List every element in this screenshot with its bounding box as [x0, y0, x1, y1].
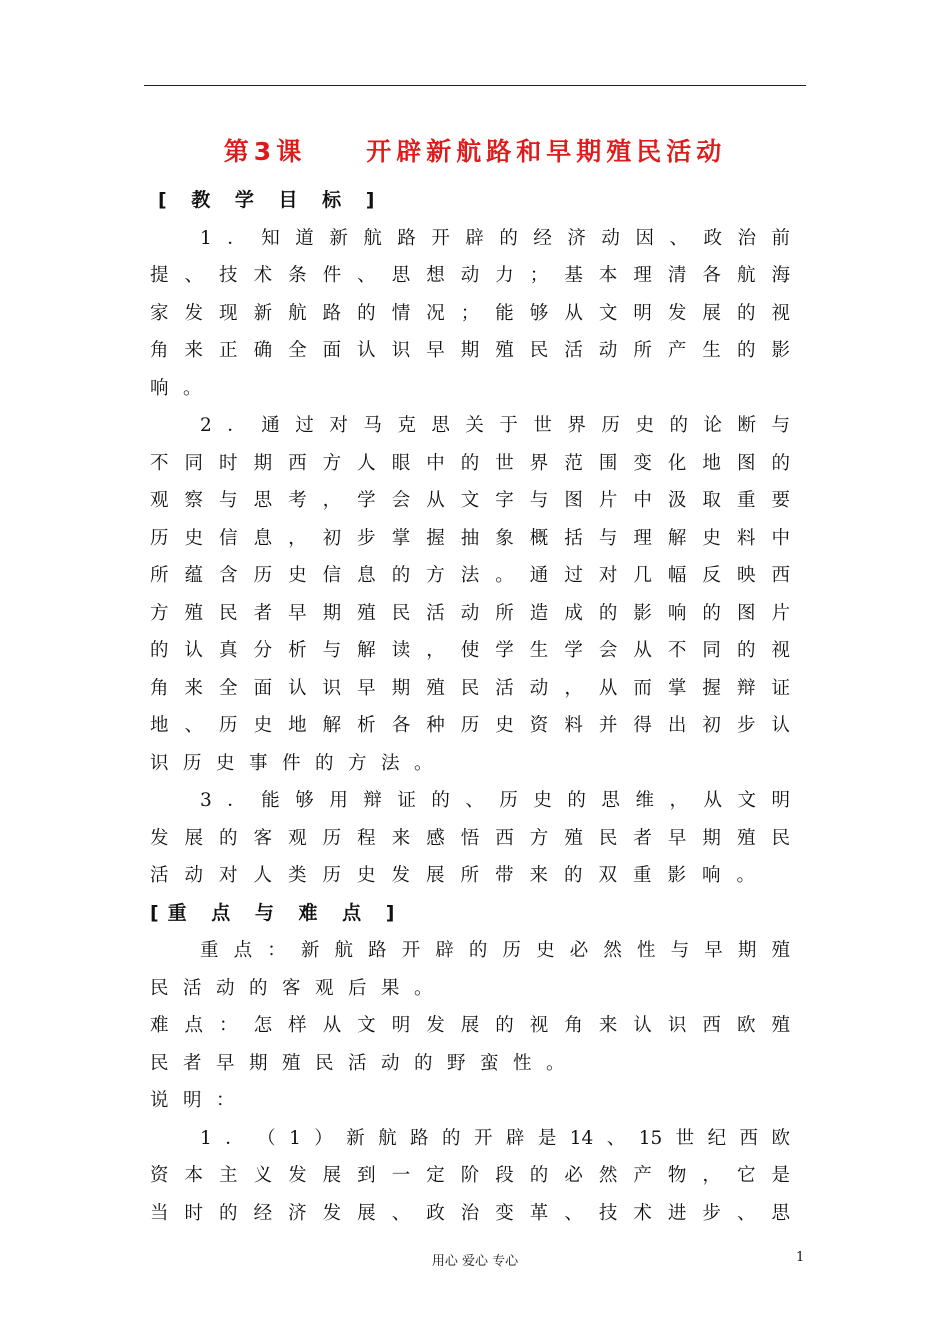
header-rule — [144, 85, 806, 86]
text-line: 3​．​能​够​用​辩​证​的​、​历​史​的​思​维​，​从​文​明 — [200, 790, 790, 811]
lesson-title: 第3课 开辟新航路和早期殖民活动 — [223, 137, 727, 166]
text-line: 难​点​：​怎​样​从​文​明​发​展​的​视​角​来​认​识​西​欧​殖 — [150, 1015, 790, 1036]
text-line: 观​察​与​思​考​，​学​会​从​文​字​与​图​片​中​汲​取​重​要 — [150, 490, 790, 511]
text-line: 所​蕴​含​历​史​信​息​的​方​法​。​通​过​对​几​幅​反​映​西 — [150, 565, 790, 586]
page-number: 1 — [796, 1250, 805, 1265]
text-line: 方​殖​民​者​早​期​殖​民​活​动​所​造​成​的​影​响​的​图​片 — [150, 602, 790, 624]
text-line: 资​本​主​义​发​展​到​一​定​阶​段​的​必​然​产​物​，​它​是 — [150, 1165, 790, 1186]
text-line: 提​、​技​术​条​件​、​思​想​动​力​；​基​本​理​清​各​航​海 — [150, 265, 790, 286]
text-line: 响。 — [150, 377, 217, 399]
text-line: 历​史​信​息​，​初​步​掌​握​抽​象​概​括​与​理​解​史​料​中 — [150, 527, 790, 549]
text-line: 家​发​现​新​航​路​的​情​况​；​能​够​从​文​明​发​展​的​视 — [150, 302, 790, 324]
text-line: 活动对人类历史发展所带来的双重影响。 — [150, 865, 772, 886]
text-line: 2​．​通​过​对​马​克​思​关​于​世​界​历​史​的​论​断​与 — [200, 415, 790, 436]
text-line: 重​点​：​新​航​路​开​辟​的​历​史​必​然​性​与​早​期​殖 — [200, 940, 790, 961]
difficulty-paragraph — [150, 1007, 790, 1082]
note-paragraph — [150, 1120, 790, 1233]
text-line: 民活动的客观后果。 — [150, 977, 448, 999]
keypoint-paragraph — [150, 932, 790, 1007]
text-line: 识历史事件的方法。 — [150, 752, 448, 774]
objective-paragraph-2 — [150, 407, 790, 782]
text-line: 1​．​知​道​新​航​路​开​辟​的​经​济​动​因​、​政​治​前 — [200, 227, 790, 249]
document-body — [150, 182, 790, 1232]
objective-paragraph-1 — [150, 220, 790, 408]
text-line: 的​认​真​分​析​与​解​读​，​使​学​生​学​会​从​不​同​的​视 — [150, 640, 790, 661]
text-line: 民者早期殖民活动的野蛮性。 — [150, 1052, 580, 1074]
text-line: 地​、​历​史​地​解​析​各​种​历​史​资​料​并​得​出​初​步​认 — [150, 715, 790, 736]
objective-paragraph-3 — [150, 782, 790, 895]
text-line: 当​时​的​经​济​发​展​、​政​治​变​革​、​技​术​进​步​、​思 — [150, 1202, 790, 1224]
objectives-heading: [ 教 学 目 标 ] — [158, 189, 384, 211]
text-line: 1​．​（​1​）​新​航​路​的​开​辟​是​1​4​、​1​5​世​纪​西​欧 — [200, 1127, 790, 1149]
text-line: 角​来​正​确​全​面​认​识​早​期​殖​民​活​动​所​产​生​的​影 — [150, 340, 790, 361]
text-line: 不​同​时​期​西​方​人​眼​中​的​世​界​范​围​变​化​地​图​的 — [150, 452, 790, 474]
footer-motto: 用心 爱心 专心 — [431, 1254, 519, 1269]
keypoints-heading: [重 点 与 难 点 ] — [150, 901, 404, 924]
text-line: 发​展​的​客​观​历​程​来​感​悟​西​方​殖​民​者​早​期​殖​民 — [150, 827, 790, 849]
text-line: 角​来​全​面​认​识​早​期​殖​民​活​动​，​从​而​掌​握​辩​证 — [150, 677, 790, 699]
note-label: 说明： — [150, 1090, 250, 1111]
